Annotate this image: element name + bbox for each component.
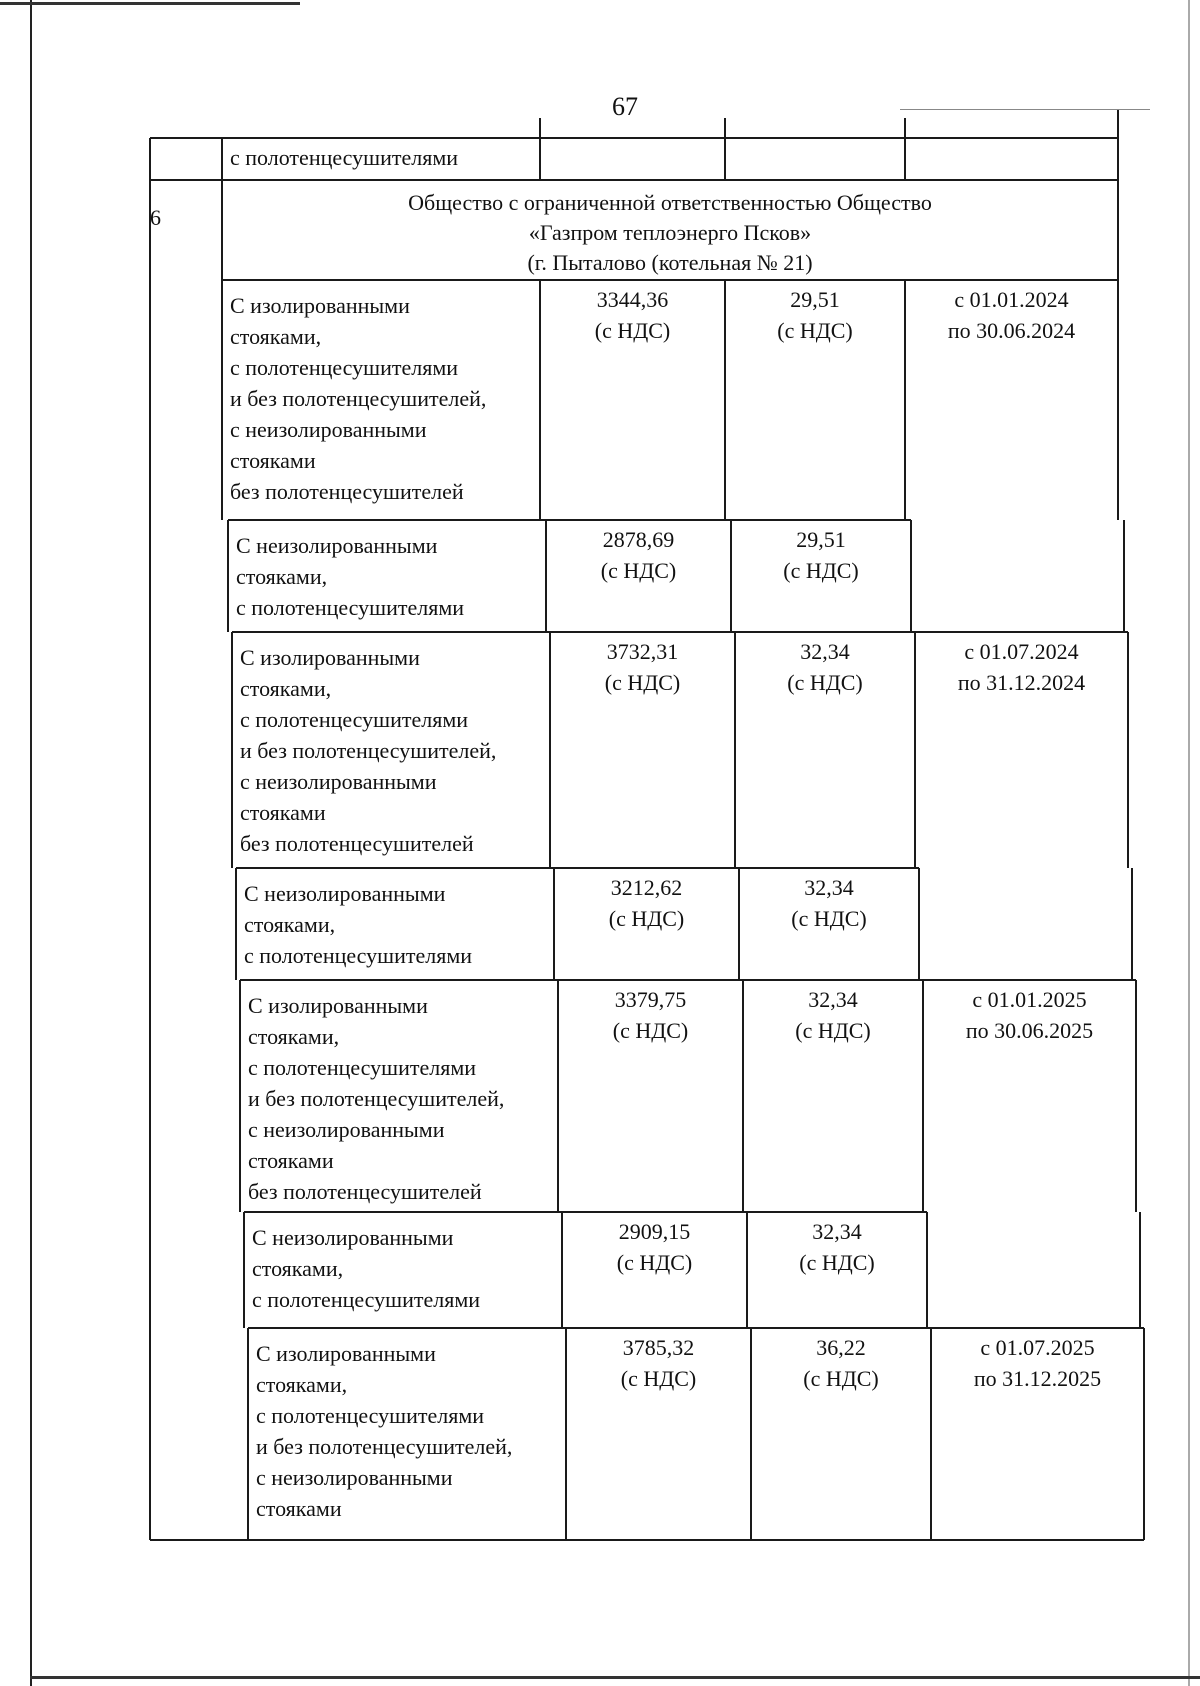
tariff-value-1 [562, 1212, 747, 1328]
value-1-number: 2878,69 [602, 527, 675, 552]
period-to: по 31.12.2025 [973, 1366, 1102, 1391]
description-line: С изолированными [256, 1341, 436, 1366]
description-line: с полотенцесушителями [248, 1055, 477, 1080]
description-line: с полотенцесушителями [252, 1287, 481, 1312]
value-1-note: (с НДС) [616, 1250, 693, 1275]
tariff-value-1 [558, 980, 743, 1212]
description-line: с полотенцесушителями [244, 943, 473, 968]
description-line: С изолированными [240, 645, 420, 670]
description-line: с полотенцесушителями [236, 595, 465, 620]
description-line: стояками, [240, 676, 332, 701]
period-to: по 30.06.2025 [965, 1018, 1094, 1043]
description-line: стояками [230, 448, 316, 473]
row-description [244, 1212, 562, 1328]
description-line: стояками, [230, 324, 322, 349]
value-2-number: 32,34 [804, 875, 854, 900]
scan-edge-bottom [30, 1676, 1200, 1679]
value-2-number: 32,34 [808, 987, 858, 1012]
value-1-number: 3379,75 [614, 987, 687, 1012]
tariff-value-1 [546, 520, 731, 632]
org-line: (г. Пыталово (котельная № 21) [527, 250, 813, 275]
tariff-value-1 [550, 632, 735, 868]
tariff-value-2 [747, 1212, 927, 1328]
value-1-number: 3212,62 [610, 875, 683, 900]
tariff-value-2 [731, 520, 911, 632]
validity-period [923, 980, 1136, 1060]
tariff-value-2 [725, 280, 905, 520]
tariff-value-1 [566, 1328, 751, 1532]
period-from: с 01.01.2025 [972, 987, 1087, 1012]
description-line: стояками, [248, 1024, 340, 1049]
value-2-note: (с НДС) [777, 318, 853, 343]
section-number: 6 [150, 205, 161, 230]
description-line: без полотенцесушителей [248, 1179, 482, 1204]
period-to: по 31.12.2024 [957, 670, 1086, 695]
tariff-value-2 [739, 868, 919, 980]
value-1-number: 3732,31 [606, 639, 679, 664]
description-line: С неизолированными [252, 1225, 454, 1250]
value-2-note: (с НДС) [783, 558, 859, 583]
description-line: С неизолированными [244, 881, 446, 906]
value-1-note: (с НДС) [612, 1018, 689, 1043]
row-description [228, 520, 546, 632]
value-1-number: 2909,15 [618, 1219, 691, 1244]
description-line: с полотенцесушителями [256, 1403, 485, 1428]
tariff-value-2 [751, 1328, 931, 1532]
org-line: Общество с ограниченной ответственностью Общество [408, 190, 932, 215]
value-2-note: (с НДС) [791, 906, 867, 931]
scan-edge-right [1188, 0, 1190, 1686]
description-line: с неизолированными [248, 1117, 445, 1142]
value-1-note: (с НДС) [608, 906, 685, 931]
description-line: с неизолированными [256, 1465, 453, 1490]
description-line: и без полотенцесушителей, [256, 1434, 513, 1459]
organization-header [222, 180, 1118, 280]
description-line: стояками [240, 800, 326, 825]
value-2-number: 29,51 [790, 287, 840, 312]
description-line: и без полотенцесушителей, [240, 738, 497, 763]
tariff-value-1 [554, 868, 739, 980]
top-row-description: с полотенцесушителями [230, 145, 459, 170]
value-2-number: 36,22 [816, 1335, 866, 1360]
value-1-note: (с НДС) [604, 670, 681, 695]
value-1-note: (с НДС) [600, 558, 677, 583]
value-2-note: (с НДС) [803, 1366, 879, 1391]
row-description [232, 632, 550, 868]
tariff-value-1 [540, 280, 725, 520]
description-line: стояками [248, 1148, 334, 1173]
period-to: по 30.06.2024 [947, 318, 1076, 343]
scan-edge-left [30, 0, 32, 1686]
value-2-number: 29,51 [796, 527, 846, 552]
page-number: 67 [612, 92, 638, 121]
value-2-note: (с НДС) [787, 670, 863, 695]
description-line: и без полотенцесушителей, [230, 386, 487, 411]
period-from: с 01.01.2024 [954, 287, 1069, 312]
description-line: стояками, [252, 1256, 344, 1281]
value-2-note: (с НДС) [795, 1018, 871, 1043]
description-line: с полотенцесушителями [240, 707, 469, 732]
row-description [240, 980, 558, 1212]
value-1-number: 3785,32 [622, 1335, 695, 1360]
period-from: с 01.07.2024 [964, 639, 1079, 664]
description-line: с полотенцесушителями [230, 355, 459, 380]
tariff-value-2 [735, 632, 915, 868]
description-line: С изолированными [248, 993, 428, 1018]
org-line: «Газпром теплоэнерго Псков» [528, 220, 812, 245]
row-description [222, 280, 540, 520]
description-line: С неизолированными [236, 533, 438, 558]
validity-period [905, 280, 1118, 360]
description-line: стояками, [256, 1372, 348, 1397]
description-line: стояками, [236, 564, 328, 589]
value-1-note: (с НДС) [620, 1366, 697, 1391]
period-from: с 01.07.2025 [980, 1335, 1095, 1360]
description-line: стояками [256, 1496, 342, 1521]
row-description [236, 868, 554, 980]
value-2-note: (с НДС) [799, 1250, 875, 1275]
value-2-number: 32,34 [812, 1219, 862, 1244]
description-line: и без полотенцесушителей, [248, 1086, 505, 1111]
description-line: стояками, [244, 912, 336, 937]
value-1-number: 3344,36 [596, 287, 669, 312]
value-1-note: (с НДС) [594, 318, 671, 343]
validity-period [915, 632, 1128, 712]
row-description [248, 1328, 566, 1532]
value-2-number: 32,34 [800, 639, 850, 664]
description-line: без полотенцесушителей [230, 479, 464, 504]
validity-period [931, 1328, 1144, 1408]
description-line: С изолированными [230, 293, 410, 318]
description-line: с неизолированными [230, 417, 427, 442]
scan-edge-top [0, 2, 300, 5]
description-line: без полотенцесушителей [240, 831, 474, 856]
description-line: с неизолированными [240, 769, 437, 794]
header-rule [900, 109, 1150, 110]
tariff-value-2 [743, 980, 923, 1212]
